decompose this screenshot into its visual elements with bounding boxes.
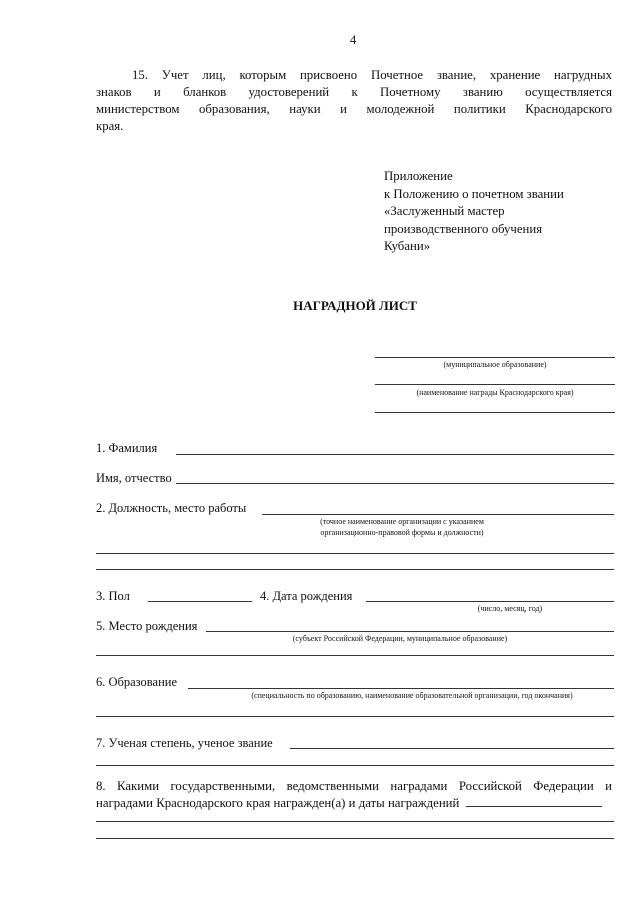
sex-label: 3. Пол <box>96 589 130 603</box>
appendix-line-1: Приложение <box>384 169 453 183</box>
intro-paragraph <box>96 67 612 135</box>
birth-place-field[interactable] <box>206 631 614 632</box>
award-line-2[interactable] <box>375 412 615 413</box>
appendix-block <box>384 168 564 256</box>
surname-field[interactable] <box>176 454 614 455</box>
intro-line-3: министерством образования, науки и молодежной политики Краснодарского <box>96 102 612 116</box>
education-label: 6. Образование <box>96 675 178 689</box>
birth-place-hint: (субъект Российской Федерации, муниципальное образование) <box>292 634 508 643</box>
name-field[interactable] <box>176 483 614 484</box>
awards-field-3[interactable] <box>96 838 614 839</box>
position-field[interactable] <box>262 514 614 515</box>
position-hint-2: организационно-правовой формы и должности) <box>320 528 484 537</box>
birth-place-field-2[interactable] <box>96 655 614 656</box>
appendix-line-2: к Положению о почетном звании <box>384 186 564 201</box>
municipality-caption: (муниципальное образование) <box>443 360 547 369</box>
education-hint: (специальность по образованию, наименование образовательной организации, год окончания) <box>251 691 573 700</box>
birth-date-label: 4. Дата рождения <box>260 589 353 603</box>
degree-label: 7. Ученая степень, ученое звание <box>96 736 273 750</box>
position-label: 2. Должность, место работы <box>96 501 247 515</box>
page-number: 4 <box>350 33 357 47</box>
awards-field[interactable] <box>466 806 602 807</box>
intro-line-4: края. <box>96 119 124 133</box>
appendix-line-4: производственного обучения <box>384 221 543 236</box>
position-hint-1: (точное наименование организации с указанием <box>320 517 484 526</box>
education-field[interactable] <box>188 688 614 689</box>
award-caption: (наименование награды Краснодарского края) <box>416 388 574 397</box>
intro-line-2: знаков и бланков удостоверений к Почетному званию осуществляется <box>96 85 612 99</box>
position-field-2[interactable] <box>96 553 614 554</box>
name-label: Имя, отчество <box>96 471 172 485</box>
degree-field-2[interactable] <box>96 765 614 766</box>
awards-field-2[interactable] <box>96 821 614 822</box>
birth-place-label: 5. Место рождения <box>96 619 198 633</box>
birth-date-hint: (число, месяц, год) <box>477 604 543 613</box>
awards-line-1: 8. Какими государственными, ведомственными наградами Российской Федерации и <box>96 779 612 793</box>
municipality-line[interactable] <box>375 357 615 358</box>
intro-line-1: 15. Учет лиц, которым присвоено Почетное звание, хранение нагрудных <box>132 68 612 82</box>
sex-field[interactable] <box>148 601 252 602</box>
award-line[interactable] <box>375 384 615 385</box>
education-field-2[interactable] <box>96 716 614 717</box>
appendix-line-5: Кубани» <box>384 239 431 253</box>
form-title: НАГРАДНОЙ ЛИСТ <box>293 298 417 313</box>
degree-field[interactable] <box>290 748 614 749</box>
position-field-3[interactable] <box>96 569 614 570</box>
birth-date-field[interactable] <box>366 601 614 602</box>
awards-line-2: наградами Краснодарского края награжден(а) и даты награждений <box>96 796 460 810</box>
appendix-line-3: «Заслуженный мастер <box>384 204 505 218</box>
surname-label: 1. Фамилия <box>96 441 158 455</box>
